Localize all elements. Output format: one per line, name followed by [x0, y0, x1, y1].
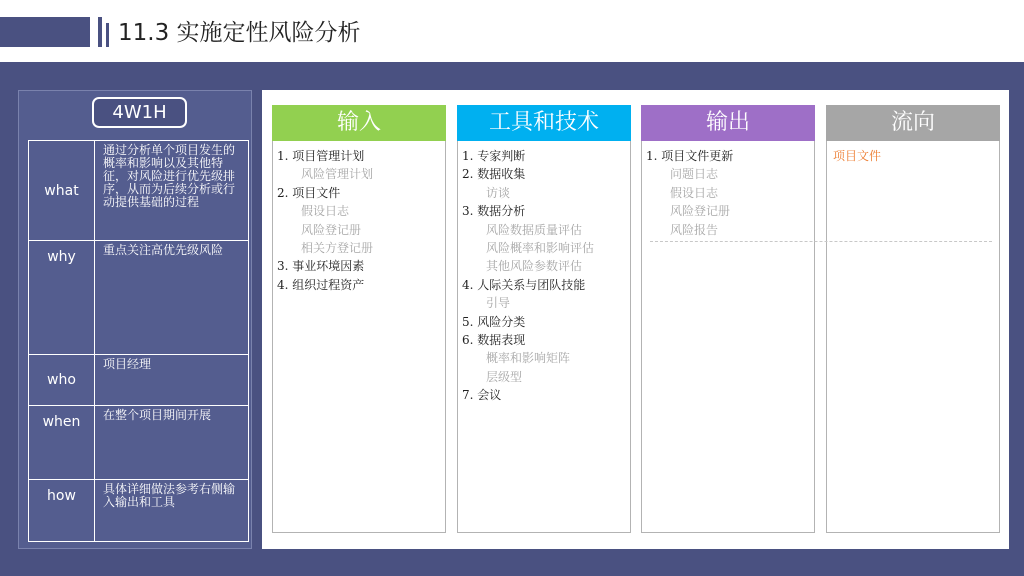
list-subitem: 相关方登记册 — [301, 241, 374, 256]
list-subitem: 风险数据质量评估 — [486, 222, 583, 237]
table-row — [29, 355, 249, 406]
list-subitem: 风险登记册 — [670, 204, 731, 219]
list-subitem: 假设日志 — [301, 204, 350, 219]
list-item: 3. 事业环境因素 — [277, 259, 365, 274]
four-w-one-h-badge: 4W1H — [92, 97, 187, 128]
column-tools-header: 工具和技术 — [457, 105, 631, 141]
list-subitem: 访谈 — [486, 185, 511, 200]
list-item: 1. 专家判断 — [462, 149, 526, 163]
dashed-divider — [650, 241, 992, 242]
row-key-when: when — [29, 406, 95, 480]
list-subitem: 概率和影响矩阵 — [486, 351, 571, 366]
list-subitem: 引导 — [486, 296, 511, 311]
row-key-how: how — [29, 480, 95, 542]
row-key-who: who — [29, 355, 95, 406]
header-accent-tick — [98, 17, 102, 47]
list-item: 2. 项目文件 — [277, 185, 341, 200]
list-item: 2. 数据收集 — [462, 167, 526, 182]
row-value-why: 重点关注高优先级风险 — [95, 241, 249, 355]
column-flow-list — [827, 141, 999, 165]
column-outputs-header: 输出 — [641, 105, 815, 141]
column-flow-header: 流向 — [826, 105, 1000, 141]
list-item: 7. 会议 — [462, 388, 502, 403]
list-item: 1. 项目管理计划 — [277, 149, 365, 163]
list-subitem: 问题日志 — [670, 167, 719, 182]
table-row — [29, 141, 249, 241]
table-row — [29, 241, 249, 355]
header-accent-bar — [0, 17, 90, 47]
list-subitem: 风险管理计划 — [301, 167, 374, 182]
column-outputs — [641, 105, 815, 533]
page-title: 11.3 实施定性风险分析 — [118, 20, 361, 46]
four-w-one-h-table — [28, 140, 249, 542]
table-row — [29, 480, 249, 542]
list-subitem: 风险登记册 — [301, 222, 362, 237]
list-subitem: 其他风险参数评估 — [486, 259, 583, 274]
list-subitem: 风险概率和影响评估 — [486, 241, 595, 256]
header-accent-tick-small — [106, 23, 109, 47]
row-value-what: 通过分析单个项目发生的概率和影响以及其他特征，对风险进行优先级排序，从而为后续分析或行动提供基础的过程 — [95, 141, 249, 241]
column-inputs-header: 输入 — [272, 105, 446, 141]
column-tools-list — [458, 141, 630, 405]
column-flow — [826, 105, 1000, 533]
table-row — [29, 406, 249, 480]
list-item: 6. 数据表现 — [462, 333, 526, 348]
list-item: 3. 数据分析 — [462, 204, 526, 219]
row-key-why: why — [29, 241, 95, 355]
column-inputs-list — [273, 141, 445, 294]
column-inputs — [272, 105, 446, 533]
list-item: 4. 组织过程资产 — [277, 277, 365, 292]
list-item: 项目文件 — [833, 149, 882, 163]
list-subitem: 假设日志 — [670, 185, 719, 200]
row-value-how: 具体详细做法参考右侧输入输出和工具 — [95, 480, 249, 542]
row-value-when: 在整个项目期间开展 — [95, 406, 249, 480]
row-value-who: 项目经理 — [95, 355, 249, 406]
list-item: 4. 人际关系与团队技能 — [462, 277, 586, 292]
list-item: 5. 风险分类 — [462, 314, 526, 329]
list-item: 1. 项目文件更新 — [646, 149, 734, 163]
column-outputs-list — [642, 141, 814, 239]
list-subitem: 层级型 — [486, 369, 523, 384]
list-subitem: 风险报告 — [670, 222, 719, 237]
row-key-what: what — [29, 141, 95, 241]
column-tools — [457, 105, 631, 533]
